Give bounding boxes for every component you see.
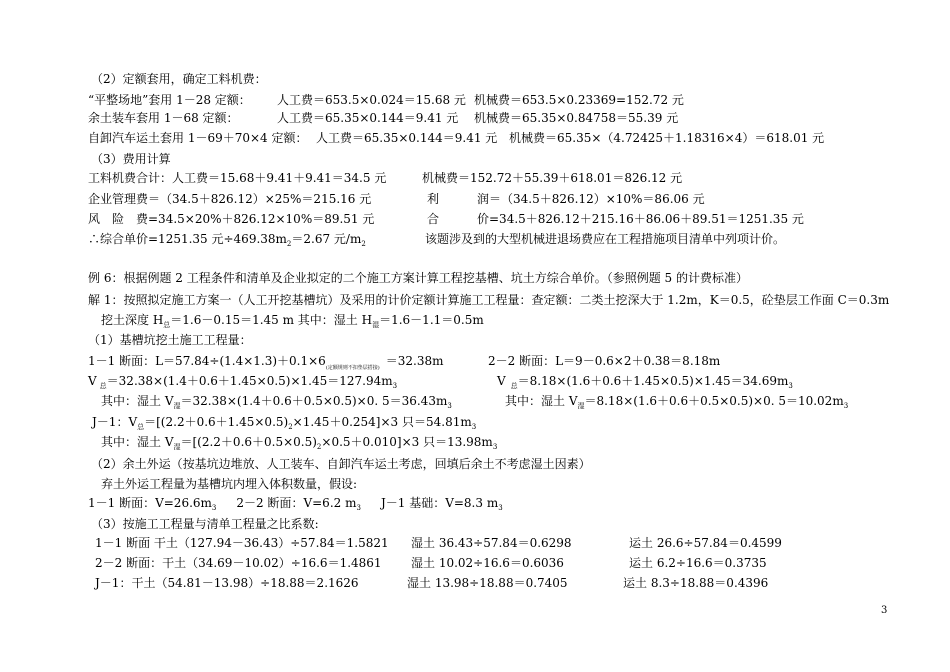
dump-truck-labor: 人工费＝65.35×0.144＝9.41 元 [316,131,498,145]
labor-total: 工料机费合计：人工费＝15.68＋9.41＋9.41＝34.5 元 [88,171,387,185]
load-soil-quota: 余土装车套用 1－68 定额： [88,111,239,125]
volume-1-1-total: V $_总=32.38\times(1.4+0.6+1.45\times 0.5)\times 1.45=127.94m_3$ [88,374,398,390]
load-soil-machine: 机械费＝65.35×0.84758＝55.39 元 [474,111,679,125]
ratio-1-1-haul: 运土 26.6÷57.84＝0.4599 [629,536,782,550]
excavation-depth: 挖土深度 $H_总=1.6-0.15=1.45$ m 其中：湿土 $H_湿=1.6-1.1=0.5m$ [101,313,484,329]
level-site-quota: “平整场地”套用 1－28 定额： [88,93,251,107]
volume-2-2-wet: 其中：湿土 $V_湿=8.18\times(1.6+0.6+0.5\times 0.5)\times 0$. $5=10.02m_3$ [505,394,849,410]
profit-value: 润＝（34.5＋826.12）×10%＝86.06 元 [477,192,705,206]
ratio-1-1-dry: 1－1 断面 干土（127.94－36.43）÷57.84＝1.5821 [95,536,389,550]
ratio-2-2-dry: 2－2 断面：干土（34.69－10.02）÷16.6＝1.4861 [95,556,382,570]
machinery-note: 该题涉及到的大型机械进退场费应在工程措施项目清单中列项计价。 [425,232,786,246]
volume-1-1-wet: 其中：湿土 $V_湿=32.38\times(1.4+0.6+0.5\times 0.5)\times 0$. $5=36.43m_3$ [101,394,452,410]
profit-label: 利 [427,192,440,206]
part-1-heading: （1）基槽坑挖土施工工程量： [88,333,252,347]
risk-fee: 风 险 费=34.5×20%＋826.12×10%＝89.51 元 [88,212,375,226]
volume-j1-total: J－1：$V_总=[(2.2+0.6+1.45\times 0.5)_2\times 1.45+0.254]\times 3$ 只$=54.81m_3$ [92,415,477,431]
dump-truck-machine: 机械费＝65.35×（4.72425＋1.18316×4）＝618.01 元 [509,131,825,145]
total-label: 合 [427,212,440,226]
section-3-heading: （3）费用计算 [91,152,171,166]
section-2-2-length: 2－2 断面：L＝9－0.6×2＋0.38＝8.18m [488,354,721,368]
section-1-1-length: 1－1 断面：$L=57.84\div(1.4\times 1.3)+0.1\times 6_{(定额规则不扣垫层搭接)} =32.38m$ [88,354,444,371]
level-site-machine: 机械费＝653.5×0.23369=152.72 元 [474,93,684,107]
machine-total: 机械费＝152.72＋55.39＋618.01＝826.12 元 [422,171,683,185]
ratio-2-2-haul: 运土 6.2÷16.6＝0.3735 [629,556,767,570]
ratio-2-2-wet: 湿土 10.02÷16.6＝0.6036 [411,556,564,570]
ratio-j1-haul: 运土 8.3÷18.88＝0.4396 [623,576,769,590]
volume-2-2-total: V $_总=8.18\times(1.6+0.6+1.45\times 0.5)\times 1.45=34.69m_3$ [497,374,793,390]
example-6-title: 例 6：根据例题 2 工程条件和清单及企业拟定的二个施工方案计算工程挖基槽、坑土方综合单价。（参照例题 5 的计费标准） [88,271,748,285]
volume-j1-wet: 其中：湿土 $V_湿=[(2.2+0.6+0.5\times 0.5)_2\times 0.5+0.010]\times 3$ 只$=13.98m_3$ [101,435,498,451]
spoil-volumes: 1－1 断面：$V=26.6m_3$ 2－2 断面：V=6.2 $m_3$ J－1 基础：V=8.3 $m_3$ [88,496,503,512]
page-number: 3 [881,605,888,616]
part-3-heading: （3）按施工工程量与清单工程量之比系数: [91,517,319,531]
solution-1: 解 1：按照拟定施工方案一（人工开挖基槽坑）及采用的计价定额计算施工工程量：查定额：二类土挖深大于 1.2m，K＝0.5，砼垫层工作面 C＝0.3m [88,293,890,307]
ratio-j1-wet: 湿土 13.98÷18.88＝0.7405 [407,576,568,590]
part-2-heading: （2）余土外运（按基坑边堆放、人工装车、自卸汽车运土考虑，回填后余土不考虑湿土因素） [91,457,591,471]
load-soil-labor: 人工费＝65.35×0.144＝9.41 元 [277,111,459,125]
unit-price: ∴综合单价=1251.35 元$\div 469.38m_2=2.67$ 元$/m_2$ [88,232,366,248]
section-2-heading: （2）定额套用，确定工料机费： [91,72,267,86]
spoil-description: 弃土外运工程量为基槽坑内埋入体积数量，假设: [101,477,358,491]
ratio-j1-dry: J－1：干土（54.81－13.98）÷18.88＝2.1626 [95,576,359,590]
dump-truck-quota: 自卸汽车运土套用 1－69＋70×4 定额： [88,131,308,145]
level-site-labor: 人工费＝653.5×0.024＝15.68 元 [277,93,466,107]
management-fee: 企业管理费＝（34.5＋826.12）×25%＝215.16 元 [88,192,372,206]
ratio-1-1-wet: 湿土 36.43÷57.84＝0.6298 [411,536,572,550]
total-value: 价=34.5＋826.12＋215.16＋86.06＋89.51＝1251.35 元 [477,212,804,226]
